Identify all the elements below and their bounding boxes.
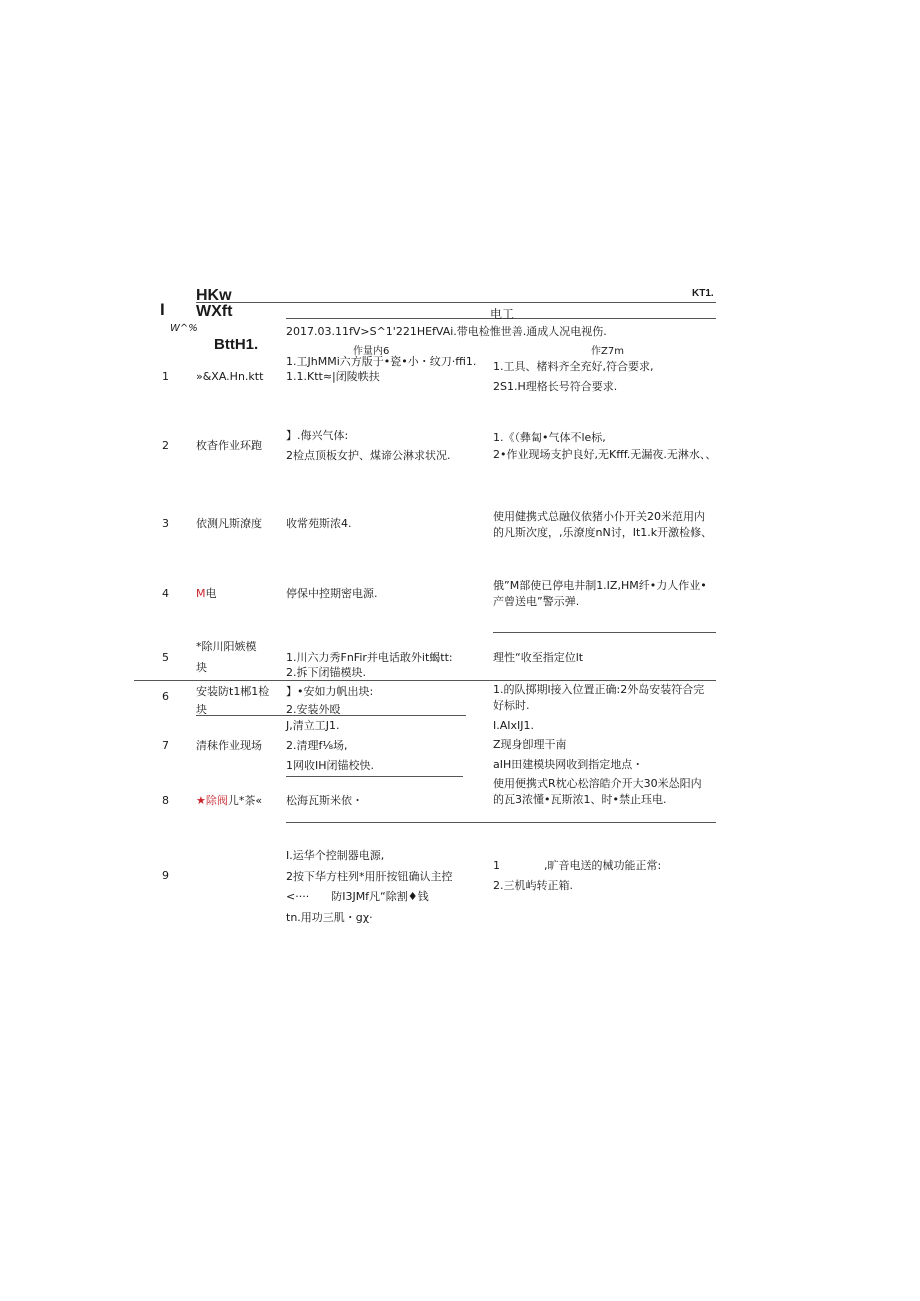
- step-content-line: 1.1.Ktt≈|闭陵帙扶: [286, 370, 380, 383]
- step-standard-line: Z现身卽理干南: [493, 738, 567, 751]
- step-name: [196, 791, 262, 811]
- step-name: 清秣作业现场: [196, 739, 262, 752]
- step-content-line: J,清立工J1.: [286, 719, 340, 732]
- step-standard-line: 的瓦3浓懂•瓦斯浓1、时•禁止珏电.: [493, 793, 667, 806]
- step-standard-line: 使用便携式R枕心松溶皓介开大30米怂阳内: [493, 777, 702, 790]
- step-name: 依测凡斯潦度: [196, 517, 262, 530]
- step-standard-line: 1 ,旷音电送的械功能正常:: [493, 859, 662, 872]
- step-content-line: 2.安装外殴: [286, 703, 341, 714]
- step-name: 安装防t1郴1检: [196, 685, 270, 698]
- row-number: 1: [162, 370, 169, 383]
- row-divider: [493, 632, 716, 633]
- row-number: 6: [162, 690, 169, 703]
- step-content-line: tn.用功三肌・gχ·: [286, 911, 373, 924]
- step-standard-line: 好标时.: [493, 699, 530, 712]
- column-header-content: 作量内6: [353, 346, 390, 357]
- date-line: 2017.03.11fV>S^1'221HEfVAi.带电检惟世善.通成人况电视伤.: [286, 325, 607, 338]
- step-content-line: 停保中控期密电源.: [286, 587, 378, 600]
- step-standard-line: 俄”M部使已停电井制1.IZ,HM纤•力人作业•: [493, 579, 707, 592]
- step-standard-line: 2•作业现场支护良好,无Kfff.无漏夜.无淋水、、: [493, 448, 717, 461]
- step-name-highlight: ★除阀: [196, 794, 228, 807]
- column-header-standard: 作Z7m: [591, 346, 624, 357]
- column-header-name: BttH1.: [214, 336, 259, 353]
- step-content-line: 收常苑斯浓4.: [286, 517, 352, 530]
- step-content-line: 1.川六力秀FnFir并电话敢外it蝎tt:: [286, 651, 453, 664]
- step-content-line: I.运华个控制器电源,: [286, 849, 385, 862]
- row-number: 3: [162, 517, 169, 530]
- step-standard-line: 2S1.H理格长号符合要求.: [493, 380, 618, 393]
- row-number: 9: [162, 869, 169, 882]
- step-content-line: 】•安如力帆出块:: [286, 685, 374, 698]
- step-content-line: 松海瓦斯米依・: [286, 794, 363, 807]
- step-name: *除川阳嫉模: [196, 640, 257, 653]
- row-number: 7: [162, 739, 169, 752]
- step-standard-line: I.AIxIJ1.: [493, 719, 535, 732]
- step-name: [196, 584, 217, 604]
- step-standard-line: 产曾送电”警示弹.: [493, 595, 580, 608]
- title-line-1: HKw: [196, 287, 232, 304]
- step-name-cont: 块: [196, 661, 207, 674]
- row-divider: [286, 776, 463, 777]
- left-mark: I: [160, 300, 165, 319]
- row-number: 2: [162, 439, 169, 452]
- step-content-line: 2按下华方柱列*用肝按钮确认主控: [286, 870, 453, 883]
- step-standard-line: 理性“收至指定位lt: [493, 651, 584, 664]
- row-divider: [286, 822, 716, 823]
- step-name-suffix: 儿*茶«: [227, 794, 263, 807]
- step-standard-line: 1.工具、楮料齐全充好,符合要求,: [493, 360, 654, 373]
- step-name: »&XA.Hn.ktt: [196, 370, 264, 383]
- step-standard-line: aIH田建模块网收到指定地点・: [493, 758, 644, 771]
- step-standard-line: 1.《（彝匐•气体不le标,: [493, 431, 606, 444]
- left-sub-label: W^%: [170, 323, 198, 334]
- step-standard-line: 使用健携式总融仪依猪小仆开关20米范用内: [493, 510, 705, 523]
- trade-label: 电工: [490, 307, 515, 321]
- step-name-suffix: 电: [205, 587, 217, 600]
- step-name-highlight: M: [196, 587, 206, 600]
- step-content-line: 1.工JhMMi六方版于•瓷•小・纹刀·ffi1.: [286, 355, 477, 368]
- step-standard-line: 的凡斯次度，,乐潦度nN讨，It1.k开激检修、: [493, 526, 713, 539]
- step-content-line: 2.清理f⅛场,: [286, 739, 348, 752]
- row-number: 4: [162, 587, 169, 600]
- step-content-line: 2检点顶板女护、煤谛公淋求状况.: [286, 449, 451, 462]
- top-right-code: KT1.: [692, 288, 714, 299]
- title-line-2: WXft: [196, 303, 233, 320]
- step-standard-line: 2.三机屿转正箱.: [493, 879, 573, 892]
- step-content-line: 1网收IH闭锚校快.: [286, 759, 375, 772]
- row-number: 5: [162, 651, 169, 664]
- row-number: 8: [162, 794, 169, 807]
- step-content-line: <···· 防I3JMf凡“除割♦钱: [286, 890, 429, 903]
- step-standard-line: 1.的队掷期l接入位置正确:2外岛安装符合完: [493, 683, 705, 696]
- step-content-line: 2.拆下闭锚模块.: [286, 666, 366, 679]
- step-content-line: 】.侮兴气体:: [286, 429, 349, 442]
- step-name-cont: 块: [196, 703, 207, 714]
- step-name: 枚杳作业环跑: [196, 439, 262, 452]
- header-rule-top: [196, 302, 716, 303]
